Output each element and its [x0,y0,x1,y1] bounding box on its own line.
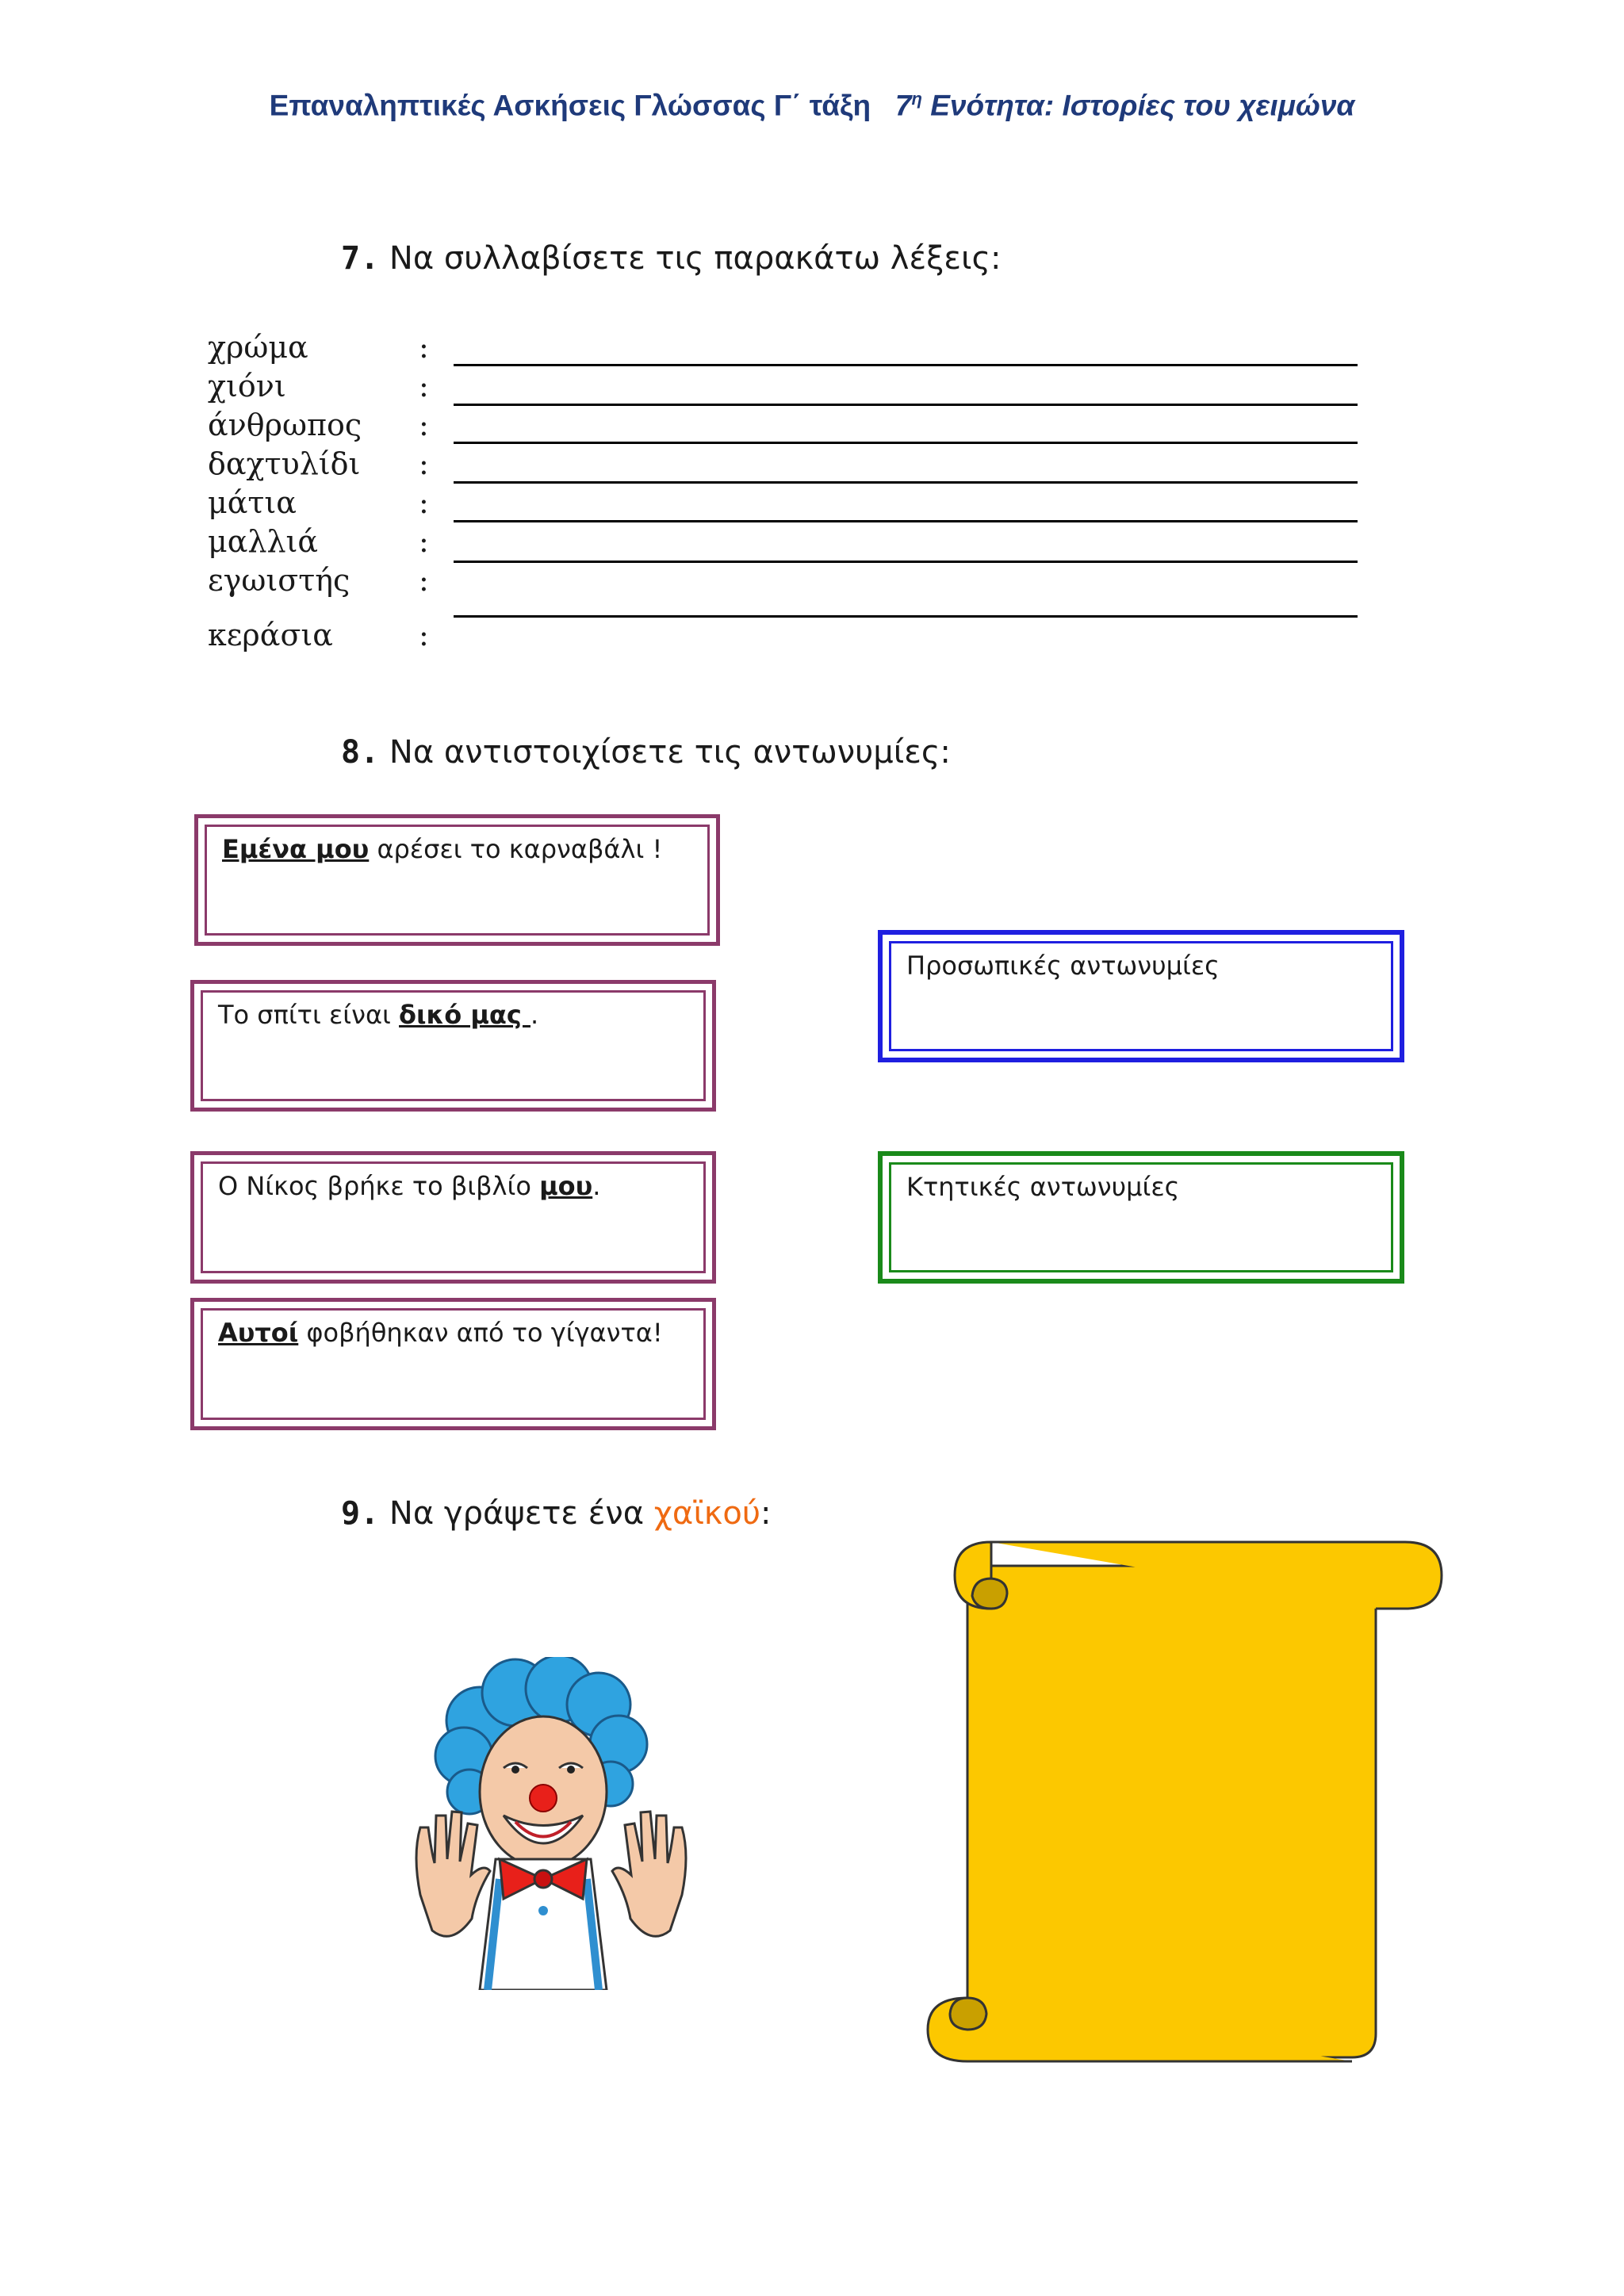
clown-illustration [404,1657,698,1990]
sentence-4-pronoun: Αυτοί [218,1318,299,1348]
exercise-8-instruction: Να αντιστοιχίσετε τις αντωνυμίες: [389,734,951,771]
exercise-8-number: 8. [341,734,380,771]
word-1: χρώμα [208,330,308,365]
sentence-3-pre: Ο Νίκος βρήκε το βιβλίο [218,1171,540,1201]
header-unit-title: Ενότητα: Ιστορίες του χειμώνα [930,89,1355,122]
category-box-personal[interactable] [878,930,1404,1062]
colon-7: : [419,563,429,598]
sentence-box-2[interactable] [190,980,716,1112]
sentence-1 [222,834,662,864]
sentence-1-pronoun: Εμένα μου [222,834,370,864]
exercise-9-number: 9. [341,1495,380,1532]
answer-line-5[interactable] [454,520,1358,522]
answer-line-4[interactable] [454,481,1358,484]
sentence-2-pre: Το σπίτι είναι [218,1000,400,1030]
colon-8: : [419,618,429,652]
exercise-7-title [341,240,1002,277]
parchment-scroll [920,1534,1447,2065]
header-title: Επαναληπτικές Ασκήσεις Γλώσσας Γ΄ τάξη [269,89,871,122]
sentence-box-4[interactable] [190,1298,716,1430]
word-2: χιόνι [208,369,286,404]
sentence-1-rest: αρέσει το καρναβάλι ! [369,834,663,864]
answer-line-1[interactable] [454,364,1358,366]
category-possessive-label: Κτητικές αντωνυμίες [906,1172,1180,1202]
sentence-2-pronoun: δικό μας [399,1000,530,1030]
answer-line-7[interactable] [454,615,1358,618]
word-6: μαλλιά [208,524,319,559]
exercise-8-title [341,734,951,771]
answer-line-2[interactable] [454,404,1358,406]
word-7: εγωιστής [208,563,350,598]
colon-1: : [419,330,429,365]
sentence-4-rest: φοβήθηκαν από το γίγαντα! [298,1318,663,1348]
word-3: άνθρωπος [208,408,362,442]
header-unit-number: 7 [894,89,912,122]
sentence-3-pronoun: μου [539,1171,593,1201]
exercise-9-title [341,1495,771,1532]
sentence-2 [218,1000,538,1030]
category-box-possessive[interactable] [878,1151,1404,1284]
answer-line-3[interactable] [454,442,1358,444]
colon-3: : [419,408,429,442]
word-5: μάτια [208,485,297,520]
exercise-9-colon: : [760,1495,772,1532]
colon-4: : [419,446,429,481]
sentence-2-post: . [530,1000,539,1030]
exercise-9-instruction: Να γράψετε ένα [389,1495,654,1532]
exercise-7-instruction: Να συλλαβίσετε τις παρακάτω λέξεις: [389,240,1002,277]
word-8: κεράσια [208,618,333,652]
category-personal-label: Προσωπικές αντωνυμίες [906,951,1220,981]
header-unit-sup: η [911,89,922,109]
sentence-4 [218,1318,663,1348]
sentence-box-1[interactable] [194,814,720,946]
haiku-word: χαϊκού [653,1495,760,1532]
word-4: δαχτυλίδι [208,446,361,481]
colon-5: : [419,485,429,520]
answer-line-6[interactable] [454,561,1358,563]
page-header [0,89,1624,122]
sentence-3-post: . [592,1171,601,1201]
exercise-7-number: 7. [341,240,380,277]
sentence-3 [218,1171,600,1201]
colon-6: : [419,524,429,559]
sentence-box-3[interactable] [190,1151,716,1284]
colon-2: : [419,369,429,404]
